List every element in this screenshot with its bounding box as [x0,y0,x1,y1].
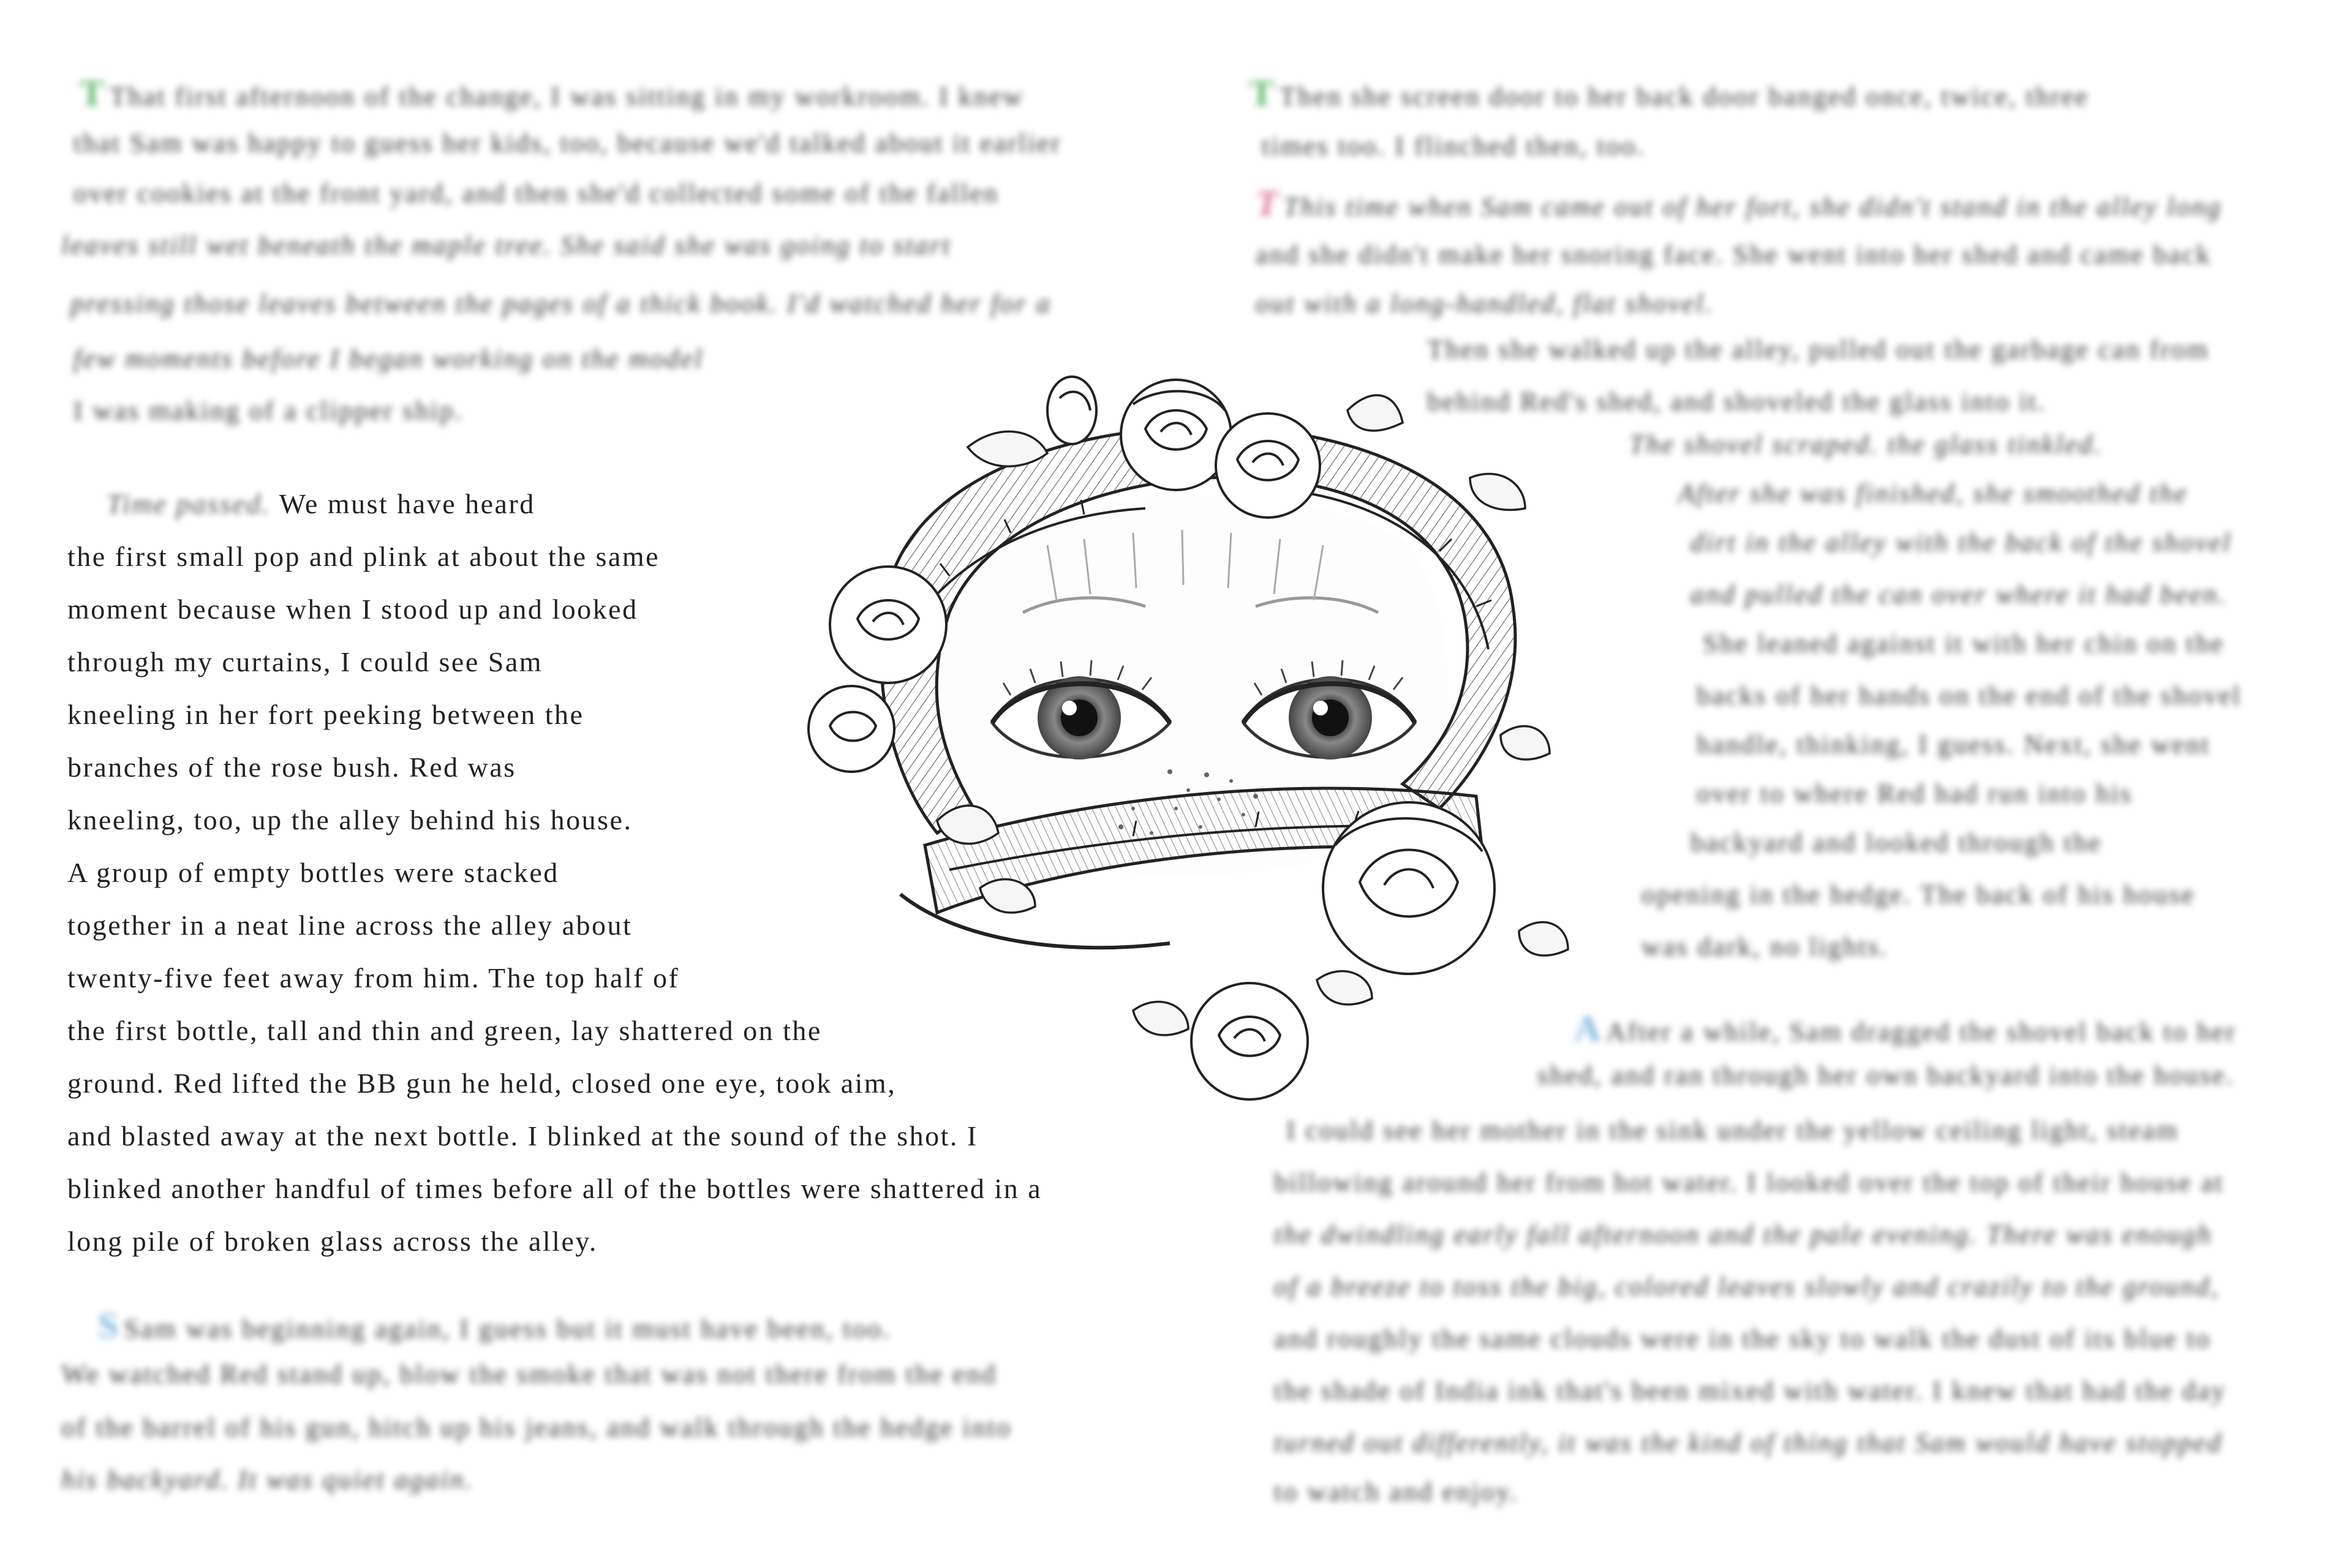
text-line: and roughly the same clouds were in the sky to walk the dust of its blue to [1274,1324,2212,1354]
drop-mark: T [1256,183,1280,224]
text-line: moment because when I stood up and looked [67,594,638,625]
rose-bottom [1191,983,1308,1099]
text-line: through my curtains, I could see Sam [67,646,543,677]
drop-mark: T [80,73,107,113]
text-line: that Sam was happy to guess her kids, too, because we'd talked about it earlier [74,128,1062,158]
text-line: T Then she screen door to her back door banged once, twice, three [1250,73,2089,113]
text-line: few moments before I began working on the model [74,344,704,374]
text-line: leaves still wet beneath the maple tree. She said she was going to start [61,230,952,260]
text-line: behind Red's shed, and shoveled the glass into it. [1427,386,2046,417]
text-line: A group of empty bottles were stacked [67,857,559,888]
text-line: backyard and looked through the [1691,827,2103,858]
blurred-lead-in: Time passed. [107,488,271,519]
text-line: his backyard. It was quiet again. [61,1464,473,1494]
text-line: opening in the hedge. The back of his house [1642,880,2196,910]
text-line: Time passed. We must have heard [67,478,1139,530]
rose-top-right [1216,413,1320,518]
rosebud-top [1047,377,1096,444]
text-line: and she didn't make her snoring face. She went into her shed and came back [1256,239,2212,270]
text-line: out with a long-handled, flat shovel. [1256,288,1714,318]
text-line: long pile of broken glass across the alley. [67,1226,598,1257]
text-line: We watched Red stand up, blow the smoke that was not there from the end [61,1359,997,1389]
text-line: the shade of India ink that's been mixed with water. I knew that had the day [1274,1376,2227,1406]
text-line: A After a while, Sam dragged the shovel back to her [1574,1008,2237,1049]
text-line: together in a neat line across the alley about [67,910,633,941]
text-line: was dark, no lights. [1642,932,1889,962]
text-line: twenty-five feet away from him. The top half of [67,962,680,993]
text-line: I was making of a clipper ship. [74,396,464,426]
text-line: I could see her mother in the sink under the yellow ceiling light, steam [1286,1115,2179,1145]
rose-left-lower [809,686,894,772]
text-line: T This time when Sam came out of her fort, she didn't stand in the alley long [1256,183,2222,224]
text-line: and pulled the can over where it had been. [1691,579,2227,609]
text-line: After she was finished, she smoothed the [1678,478,2188,508]
text-line: times too. I flinched then, too. [1262,131,1646,161]
text-line: kneeling in her fort peeking between the [67,699,584,730]
text-line: ground. Red lifted the BB gun he held, closed one eye, took aim, [67,1068,897,1099]
rose-right-large [1323,802,1494,974]
text-line: shed, and ran through her own backyard into the house. [1537,1060,2235,1090]
text-line: kneeling, too, up the alley behind his house. [67,804,633,835]
text-line: to watch and enjoy. [1274,1477,1518,1507]
text-line: blinked another handful of times before all of the bottles were shattered in a [67,1173,1042,1204]
drop-mark: S [98,1305,121,1346]
rose-left [830,567,946,683]
text-line: over to where Red had run into his [1697,778,2133,809]
text-line: of a breeze to toss the big, colored leaves slowly and crazily to the ground, [1274,1272,2220,1302]
text-line: T That first afternoon of the change, I was sitting in my workroom. I knew [80,73,1024,113]
rose-wreath-face-illustration [704,343,1660,1127]
text-line: The shovel scraped. the glass tinkled. [1629,429,2103,459]
text-line: over cookies at the front yard, and then she'd collected some of the fallen [74,178,999,208]
text-line: billowing around her from hot water. I looked over the top of their house at [1274,1167,2225,1197]
drop-mark: A [1574,1008,1603,1049]
text-line: the dwindling early fall afternoon and the pale evening. There was enough [1274,1219,2213,1250]
text-line: handle, thinking, I guess. Next, she went [1697,729,2211,760]
text-line: the first bottle, tall and thin and green, lay shattered on the [67,1015,822,1046]
drop-mark: T [1250,73,1276,113]
text-line: pressing those leaves between the pages of a thick book. I'd watched her for a [70,288,1052,318]
text-line: She leaned against it with her chin on the [1703,628,2225,658]
text-line: and blasted away at the next bottle. I blinked at the sound of the shot. I [67,1120,978,1152]
text-line: turned out differently, it was the kind of thing that Sam would have stopped [1274,1428,2223,1458]
text-line: S Sam was beginning again, I guess but it must have been, too. [98,1305,892,1346]
text-line: backs of her hands on the end of the shovel [1697,680,2242,710]
text-line: dirt in the alley with the back of the shovel [1691,527,2233,557]
text-line: of the barrel of his gun, hitch up his jeans, and walk through the hedge into [61,1412,1012,1442]
rose-top-left [1121,380,1231,490]
text-line: the first small pop and plink at about the same [67,541,660,572]
text-line: branches of the rose bush. Red was [67,752,516,783]
text-line: Then she walked up the alley, pulled out the garbage can from [1427,334,2210,364]
